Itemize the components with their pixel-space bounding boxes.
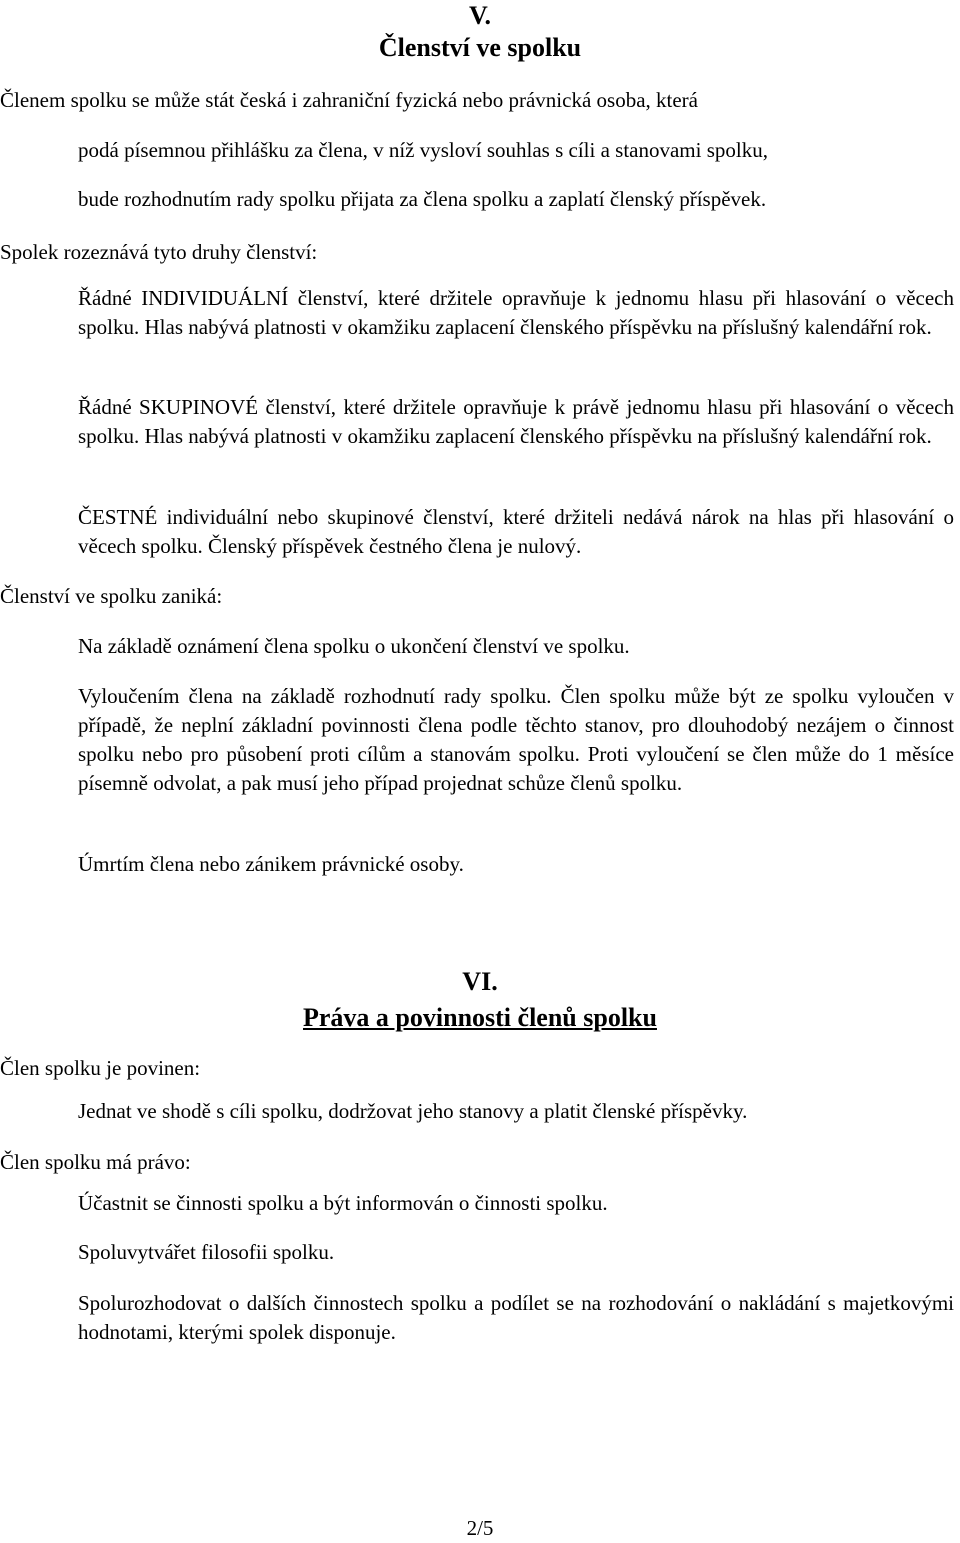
right-1: Účastnit se činnosti spolku a být informován o činnosti spolku. (78, 1191, 608, 1215)
section-6-number: VI. (462, 967, 498, 996)
membership-type-honorary: ČESTNÉ individuální nebo skupinové členství, které držiteli nedává nárok na hlas při hlasování o věcech spolku. Členský příspěvek čestného člena je nulový. (78, 505, 954, 558)
intro-line-3: bude rozhodnutím rady spolku přijata za člena spolku a zaplatí členský příspěvek. (78, 187, 767, 211)
intro-line-2: podá písemnou přihlášku za člena, v níž vysloví souhlas s cíli a stanovami spolku, (78, 138, 768, 162)
duty-1: Jednat ve shodě s cíli spolku, dodržovat jeho stanovy a platit členské příspěvky. (78, 1099, 748, 1123)
right-2: Spoluvytvářet filosofii spolku. (78, 1240, 335, 1264)
duties-label: Člen spolku je povinen: (0, 1056, 201, 1080)
termination-label: Členství ve spolku zaniká: (0, 584, 223, 608)
membership-types-label: Spolek rozeznává tyto druhy členství: (0, 240, 318, 264)
intro-line-1: Členem spolku se může stát česká i zahraniční fyzická nebo právnická osoba, která (0, 88, 698, 112)
section-5-number: V. (469, 1, 491, 30)
membership-type-individual: Řádné INDIVIDUÁLNÍ členství, které držitele opravňuje k jednomu hlasu při hlasování o věcech spolku. Hlas nabývá platnosti v okamžiku zaplacení členského příspěvku na příslušný kalendářní rok. (78, 286, 954, 339)
termination-death: Úmrtím člena nebo zánikem právnické osoby. (78, 852, 464, 876)
rights-label: Člen spolku má právo: (0, 1150, 191, 1174)
section-5-title: Členství ve spolku (378, 33, 582, 62)
right-3: Spolurozhodovat o dalších činnostech spolku a podílet se na rozhodování o nakládání s majetkovými hodnotami, kterými spolek disponuje. (78, 1291, 954, 1344)
membership-type-group: Řádné SKUPINOVÉ členství, které držitele opravňuje k právě jednomu hlasu při hlasování o věcech spolku. Hlas nabývá platnosti v okamžiku zaplacení členského příspěvku na příslušný kalendářní rok. (78, 395, 954, 448)
termination-expulsion: Vyloučením člena na základě rozhodnutí rady spolku. Člen spolku může být ze spolku vyloučen v případě, že neplní základní povinnosti člena podle těchto stanov, pro dlouhodobý nezájem o činnost spolku nebo pro působení proti cílům a stanovám spolku. Proti vyloučení se člen může do 1 měsíce písemně odvolat, a pak musí jeho případ projednat schůze členů spolku. (78, 684, 954, 795)
section-6-title: Práva a povinnosti členů spolku (303, 1003, 657, 1032)
page-number: 2/5 (466, 1516, 494, 1540)
termination-notice: Na základě oznámení člena spolku o ukončení členství ve spolku. (78, 634, 630, 658)
